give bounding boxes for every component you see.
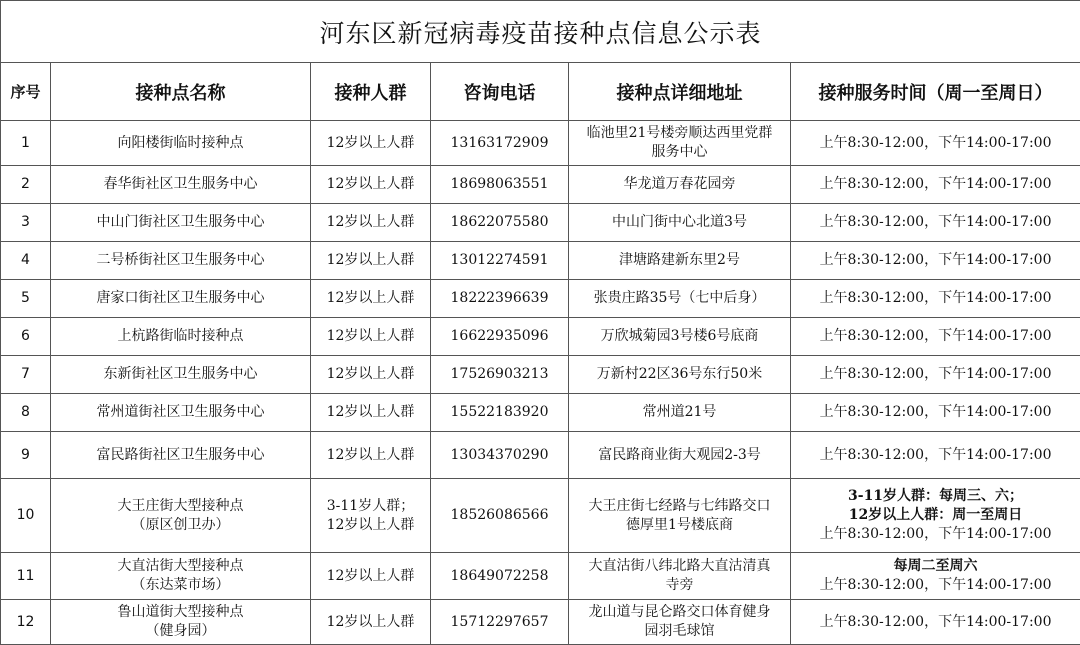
cell-line: 德厚里1号楼底商 — [626, 516, 733, 533]
cell-target-group — [311, 432, 431, 479]
cell-line: 12岁以上人群 — [326, 404, 415, 420]
cell-line: 12岁以上人群 — [326, 567, 415, 584]
cell-phone: 15522183920 — [431, 394, 569, 432]
table-row — [1, 318, 1080, 356]
cell-line: 上午8:30-12:00，下午14:00-17:00 — [819, 134, 1052, 151]
cell-line: 鲁山道街大型接种点 — [117, 604, 244, 620]
cell-line: 上午8:30-12:00，下午14:00-17:00 — [819, 446, 1052, 463]
header-target-group: 接种人群 — [311, 63, 431, 121]
cell-line: 上午8:30-12:00，下午14:00-17:00 — [819, 526, 1052, 542]
cell-service-hours — [791, 318, 1080, 356]
cell-line: 12岁以上人群 — [326, 613, 415, 630]
cell-no: 8 — [1, 394, 51, 432]
cell-no: 3 — [1, 204, 51, 242]
cell-no: 1 — [1, 121, 51, 166]
cell-service-hours — [791, 600, 1080, 645]
cell-phone: 13012274591 — [431, 242, 569, 280]
cell-site-name — [51, 166, 311, 204]
cell-line: 上午8:30-12:00，下午14:00-17:00 — [819, 577, 1052, 593]
cell-line: 大王庄街大型接种点 — [117, 497, 244, 514]
header-phone: 咨询电话 — [431, 63, 569, 121]
cell-line: 常州道街社区卫生服务中心 — [96, 404, 265, 420]
cell-target-group — [311, 242, 431, 280]
cell-line: 张贵庄路35号（七中后身） — [593, 290, 766, 306]
cell-address — [569, 394, 791, 432]
cell-target-group — [311, 204, 431, 242]
cell-service-hours — [791, 432, 1080, 479]
cell-line: 华龙道万春花园旁 — [623, 176, 736, 192]
cell-no: 12 — [1, 600, 51, 645]
cell-phone: 13034370290 — [431, 432, 569, 479]
cell-target-group — [311, 121, 431, 166]
table-row — [1, 166, 1080, 204]
cell-line: 上午8:30-12:00，下午14:00-17:00 — [819, 290, 1052, 306]
cell-line: 向阳楼街临时接种点 — [117, 134, 244, 151]
cell-line: 12岁以上人群：周一至周日 — [848, 507, 1023, 523]
cell-target-group — [311, 318, 431, 356]
table-row — [1, 553, 1080, 600]
cell-line: 津塘路建新东里2号 — [619, 252, 740, 268]
table-body — [1, 121, 1080, 645]
cell-service-hours — [791, 204, 1080, 242]
table-row — [1, 432, 1080, 479]
cell-phone: 18649072258 — [431, 553, 569, 600]
cell-line: 12岁以上人群 — [326, 290, 415, 306]
cell-target-group — [311, 280, 431, 318]
cell-target-group — [311, 600, 431, 645]
cell-no: 4 — [1, 242, 51, 280]
table-row — [1, 356, 1080, 394]
cell-address — [569, 318, 791, 356]
cell-line: 大王庄街七经路与七纬路交口 — [588, 497, 771, 514]
header-site-name: 接种点名称 — [51, 63, 311, 121]
cell-line: 12岁以上人群 — [326, 252, 415, 268]
cell-phone: 13163172909 — [431, 121, 569, 166]
cell-address — [569, 121, 791, 166]
cell-target-group — [311, 356, 431, 394]
cell-address — [569, 166, 791, 204]
cell-line: 上午8:30-12:00，下午14:00-17:00 — [819, 176, 1052, 192]
cell-line: 12岁以上人群 — [326, 214, 415, 230]
cell-line: （东达菜市场） — [131, 577, 230, 593]
table-row — [1, 600, 1080, 645]
cell-site-name — [51, 242, 311, 280]
cell-line: 每周二至周六 — [893, 558, 978, 574]
cell-phone: 15712297657 — [431, 600, 569, 645]
cell-line: 上杭路街临时接种点 — [117, 328, 244, 344]
cell-line: 万欣城菊园3号楼6号底商 — [600, 328, 759, 344]
cell-service-hours — [791, 553, 1080, 600]
header-row — [1, 63, 1080, 121]
cell-line: 上午8:30-12:00，下午14:00-17:00 — [819, 613, 1052, 630]
cell-address — [569, 432, 791, 479]
table-row — [1, 280, 1080, 318]
cell-site-name — [51, 432, 311, 479]
header-address: 接种点详细地址 — [569, 63, 791, 121]
cell-service-hours — [791, 280, 1080, 318]
cell-line: 12岁以上人群 — [326, 366, 415, 382]
cell-line: （原区创卫办） — [131, 516, 230, 533]
cell-service-hours — [791, 394, 1080, 432]
table-row — [1, 121, 1080, 166]
cell-site-name — [51, 121, 311, 166]
cell-address — [569, 204, 791, 242]
cell-target-group — [311, 553, 431, 600]
header-service-hours: 接种服务时间（周一至周日） — [791, 63, 1080, 121]
cell-line: （健身园） — [145, 623, 216, 639]
cell-line: 万新村22区36号东行50米 — [596, 366, 763, 382]
table-row — [1, 204, 1080, 242]
cell-target-group — [311, 394, 431, 432]
cell-no: 9 — [1, 432, 51, 479]
cell-line: 东新街社区卫生服务中心 — [103, 366, 258, 382]
cell-site-name — [51, 479, 311, 553]
cell-no: 6 — [1, 318, 51, 356]
cell-no: 5 — [1, 280, 51, 318]
cell-address — [569, 356, 791, 394]
cell-line: 上午8:30-12:00，下午14:00-17:00 — [819, 328, 1052, 344]
cell-line: 富民路商业街大观园2-3号 — [598, 446, 761, 463]
cell-line: 常州道21号 — [642, 404, 717, 420]
cell-site-name — [51, 318, 311, 356]
cell-line: 临池里21号楼旁顺达西里党群 — [586, 125, 773, 141]
cell-no: 7 — [1, 356, 51, 394]
cell-service-hours — [791, 356, 1080, 394]
cell-service-hours — [791, 479, 1080, 553]
cell-line: 12岁以上人群 — [326, 134, 415, 151]
cell-line: 上午8:30-12:00，下午14:00-17:00 — [819, 404, 1052, 420]
cell-phone: 18698063551 — [431, 166, 569, 204]
cell-line: 上午8:30-12:00，下午14:00-17:00 — [819, 366, 1052, 382]
cell-line: 二号桥街社区卫生服务中心 — [96, 252, 265, 268]
cell-line: 寺旁 — [665, 577, 694, 593]
table-row — [1, 242, 1080, 280]
cell-site-name — [51, 356, 311, 394]
cell-site-name — [51, 204, 311, 242]
cell-line: 12岁以上人群 — [326, 446, 415, 463]
cell-address — [569, 553, 791, 600]
cell-line: 富民路街社区卫生服务中心 — [96, 446, 265, 463]
cell-address — [569, 600, 791, 645]
cell-line: 上午8:30-12:00，下午14:00-17:00 — [819, 214, 1052, 230]
header-no: 序号 — [1, 63, 51, 121]
cell-line: 园羽毛球馆 — [644, 623, 715, 639]
cell-line: 3-11岁人群； — [326, 497, 415, 514]
cell-address — [569, 280, 791, 318]
cell-line: 春华街社区卫生服务中心 — [103, 176, 258, 192]
cell-phone: 17526903213 — [431, 356, 569, 394]
cell-line: 12岁以上人群 — [326, 516, 415, 533]
cell-service-hours — [791, 166, 1080, 204]
table-title: 河东区新冠病毒疫苗接种点信息公示表 — [1, 1, 1080, 63]
cell-line: 3-11岁人群：每周三、六； — [848, 488, 1024, 504]
cell-line: 龙山道与昆仑路交口体育健身 — [588, 604, 771, 620]
cell-site-name — [51, 280, 311, 318]
cell-phone: 18622075580 — [431, 204, 569, 242]
cell-phone: 18222396639 — [431, 280, 569, 318]
cell-phone: 16622935096 — [431, 318, 569, 356]
cell-service-hours — [791, 121, 1080, 166]
cell-no: 2 — [1, 166, 51, 204]
cell-target-group — [311, 479, 431, 553]
cell-line: 大直沽街八纬北路大直沽清真 — [588, 558, 771, 574]
cell-line: 中山门街社区卫生服务中心 — [96, 214, 265, 230]
cell-no: 11 — [1, 553, 51, 600]
cell-line: 上午8:30-12:00，下午14:00-17:00 — [819, 252, 1052, 268]
cell-site-name — [51, 553, 311, 600]
table-row — [1, 479, 1080, 553]
cell-line: 12岁以上人群 — [326, 176, 415, 192]
table-row — [1, 394, 1080, 432]
cell-line: 大直沽街大型接种点 — [117, 558, 244, 574]
cell-site-name — [51, 600, 311, 645]
cell-phone: 18526086566 — [431, 479, 569, 553]
cell-address — [569, 479, 791, 553]
cell-target-group — [311, 166, 431, 204]
cell-service-hours — [791, 242, 1080, 280]
cell-no: 10 — [1, 479, 51, 553]
cell-line: 12岁以上人群 — [326, 328, 415, 344]
cell-line: 唐家口街社区卫生服务中心 — [96, 290, 265, 306]
cell-site-name — [51, 394, 311, 432]
cell-address — [569, 242, 791, 280]
cell-line: 中山门街中心北道3号 — [612, 214, 747, 230]
cell-line: 服务中心 — [651, 144, 708, 160]
